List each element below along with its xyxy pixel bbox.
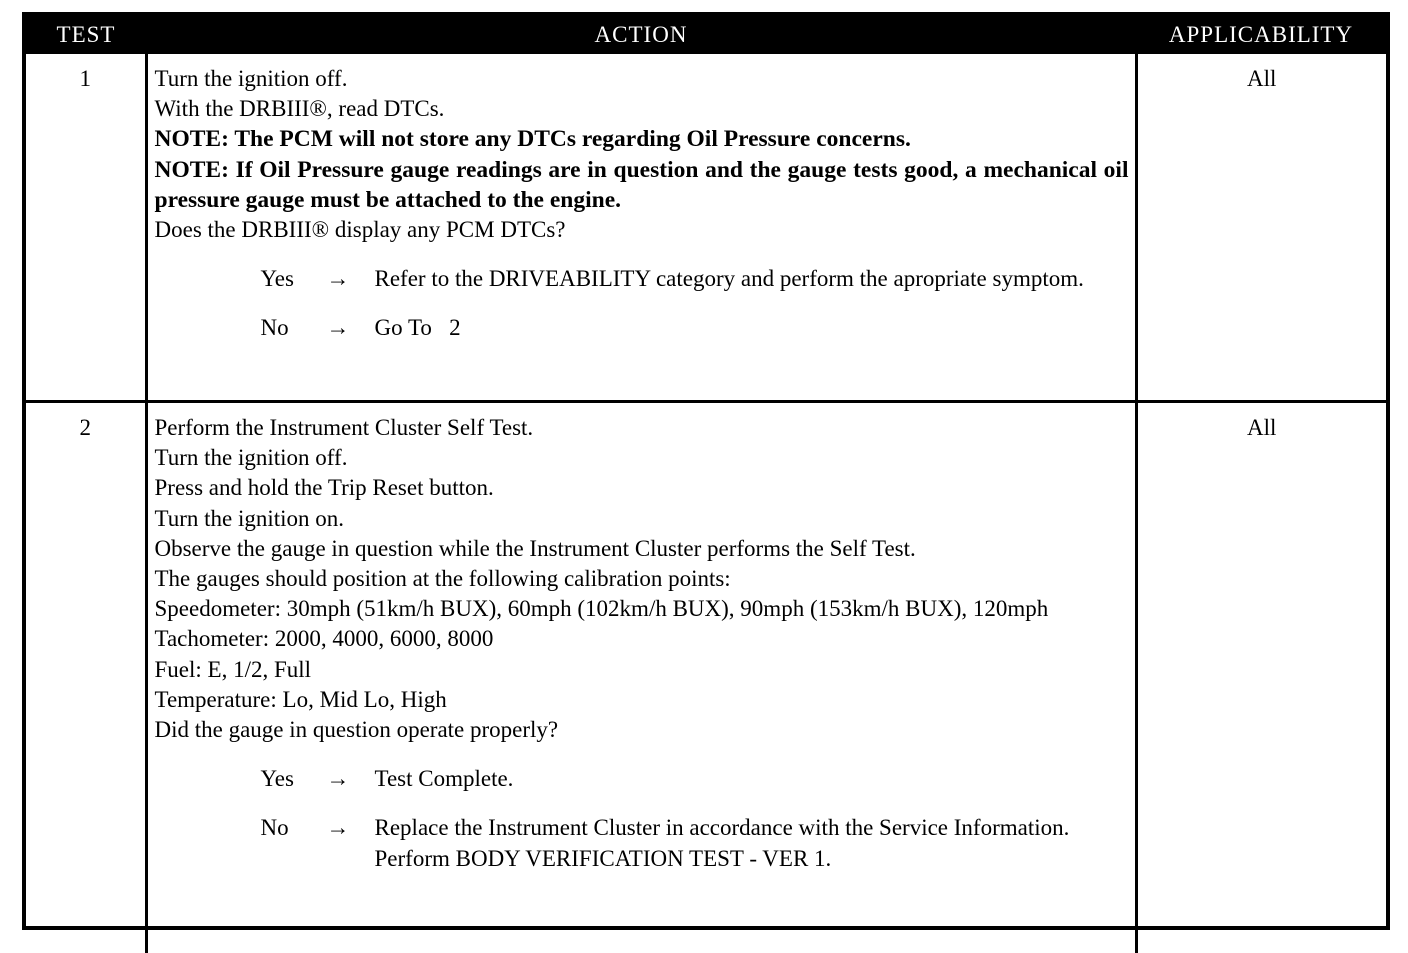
arrow-icon: → <box>327 813 375 873</box>
action-step: Perform the Instrument Cluster Self Test. <box>155 413 1129 443</box>
no-label: No <box>155 813 327 873</box>
yes-response-text: Test Complete. <box>375 764 1129 794</box>
calibration-fuel: Fuel: E, 1/2, Full <box>155 655 1129 685</box>
question-text: Did the gauge in question operate properly? <box>155 715 1129 745</box>
applicability-value: All <box>1136 54 1386 402</box>
no-response-line: Replace the Instrument Cluster in accordance with the Service Information. <box>375 813 1127 843</box>
action-step: Turn the ignition on. <box>155 504 1129 534</box>
calibration-speedometer: Speedometer: 30mph (51km/h BUX), 60mph (102km/h BUX), 90mph (153km/h BUX), 120mph <box>155 594 1129 624</box>
arrow-icon: → <box>327 264 375 294</box>
header-row <box>26 16 1386 54</box>
question-text: Does the DRBIII® display any PCM DTCs? <box>155 215 1129 245</box>
action-cell <box>146 402 1136 953</box>
action-step: The gauges should position at the following calibration points: <box>155 564 1129 594</box>
yes-response <box>155 264 1129 294</box>
calibration-tachometer: Tachometer: 2000, 4000, 6000, 8000 <box>155 624 1129 654</box>
no-response-text <box>375 813 1129 873</box>
yes-label: Yes <box>155 764 327 794</box>
applicability-value: All <box>1136 402 1386 953</box>
no-response-text: Go To 2 <box>375 313 1129 343</box>
table-row <box>26 402 1386 953</box>
header-action: ACTION <box>146 16 1136 54</box>
note-text: NOTE: The PCM will not store any DTCs regarding Oil Pressure concerns. <box>155 124 1129 154</box>
calibration-temperature: Temperature: Lo, Mid Lo, High <box>155 685 1129 715</box>
no-label: No <box>155 313 327 343</box>
table-row <box>26 54 1386 402</box>
header-applicability: APPLICABILITY <box>1136 16 1386 54</box>
action-step: Turn the ignition off. <box>155 64 1129 94</box>
test-number: 2 <box>26 402 146 953</box>
test-number: 1 <box>26 54 146 402</box>
note-text: NOTE: If Oil Pressure gauge readings are in question and the gauge tests good, a mechanical oil pressure gauge must be attached to the engine. <box>155 155 1129 215</box>
action-step: Turn the ignition off. <box>155 443 1129 473</box>
no-response <box>155 813 1129 873</box>
action-step: Observe the gauge in question while the Instrument Cluster performs the Self Test. <box>155 534 1129 564</box>
yes-response <box>155 764 1129 794</box>
diagnostic-table-frame <box>22 12 1390 930</box>
action-cell <box>146 54 1136 402</box>
yes-label: Yes <box>155 264 327 294</box>
yes-response-text: Refer to the DRIVEABILITY category and perform the apropriate symptom. <box>375 264 1129 294</box>
diagnostic-table <box>26 16 1386 953</box>
no-response-line: Perform BODY VERIFICATION TEST - VER 1. <box>375 844 1127 874</box>
header-test: TEST <box>26 16 146 54</box>
no-response <box>155 313 1129 343</box>
arrow-icon: → <box>327 313 375 343</box>
action-step: With the DRBIII®, read DTCs. <box>155 94 1129 124</box>
action-step: Press and hold the Trip Reset button. <box>155 473 1129 503</box>
arrow-icon: → <box>327 764 375 794</box>
